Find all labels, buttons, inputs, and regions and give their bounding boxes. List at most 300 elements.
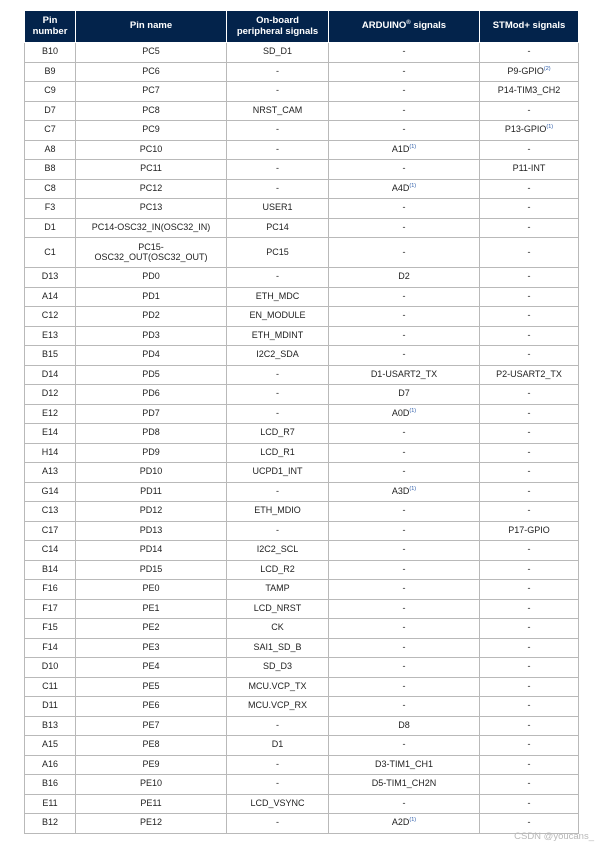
arduino-signal-cell (329, 677, 480, 697)
stmod-signal-cell-text: - (527, 446, 531, 457)
stmod-signal-cell-text: - (527, 46, 531, 57)
onboard-signal-cell-text: NRST_CAM (252, 104, 303, 115)
pin-number-cell (25, 385, 76, 405)
stmod-signal-cell-text: - (527, 427, 531, 438)
pin-name-cell-text: PD5 (142, 368, 160, 379)
pin-number-cell-text: F3 (44, 202, 56, 213)
pin-name-cell-text: PC15- OSC32_OUT(OSC32_OUT) (94, 241, 208, 262)
pin-name-cell (76, 365, 227, 385)
stmod-signal-cell (480, 326, 579, 346)
onboard-signal-cell (227, 502, 329, 522)
onboard-signal-cell (227, 541, 329, 561)
pin-name-cell (76, 199, 227, 219)
table-row (25, 101, 579, 121)
arduino-signal-cell-text: - (402, 246, 406, 257)
arduino-signal-cell-text: D5-TIM1_CH2N (371, 778, 437, 789)
table-row (25, 346, 579, 366)
onboard-signal-cell-text: - (276, 485, 279, 496)
pin-number-cell-text: B14 (41, 563, 58, 574)
arduino-signal-cell-text: - (402, 65, 406, 76)
pin-number-cell-text: A13 (41, 466, 58, 477)
onboard-signal-cell-text: ETH_MDIO (254, 505, 301, 516)
pin-number-cell (25, 677, 76, 697)
pin-number-cell (25, 794, 76, 814)
pin-name-cell-text: PE6 (142, 700, 160, 711)
pin-number-cell (25, 268, 76, 288)
arduino-signal-cell-text: - (402, 700, 406, 711)
arduino-signal-cell-text: A4D (391, 182, 410, 193)
pin-number-cell (25, 346, 76, 366)
stmod-signal-cell (480, 541, 579, 561)
pin-name-cell-text: PC12 (139, 182, 163, 193)
onboard-signal-cell-text: ETH_MDC (255, 290, 300, 301)
pin-number-cell-text: A8 (44, 143, 56, 154)
onboard-signal-cell (227, 775, 329, 795)
pin-name-cell-text: PE7 (142, 719, 160, 730)
table-row (25, 199, 579, 219)
stmod-signal-cell-text: - (527, 485, 531, 496)
arduino-signal-cell-text: - (402, 797, 406, 808)
pin-number-cell (25, 755, 76, 775)
stmod-signal-cell-text: - (527, 182, 531, 193)
pin-number-cell (25, 179, 76, 199)
arduino-signal-cell (329, 424, 480, 444)
pin-name-cell-text: PD1 (142, 290, 160, 301)
stmod-signal-cell-text: - (527, 407, 531, 418)
onboard-signal-cell (227, 199, 329, 219)
pin-number-cell (25, 580, 76, 600)
arduino-signal-cell (329, 179, 480, 199)
arduino-signal-cell-text: - (402, 563, 406, 574)
header-arduino-label: ARDUINO (361, 20, 407, 32)
onboard-signal-cell (227, 43, 329, 63)
stmod-signal-cell (480, 160, 579, 180)
stmod-signal-cell (480, 716, 579, 736)
pin-name-cell-text: PE2 (142, 622, 160, 633)
onboard-signal-cell (227, 62, 329, 82)
arduino-signal-cell (329, 775, 480, 795)
stmod-signal-cell (480, 560, 579, 580)
pin-name-cell (76, 268, 227, 288)
stmod-signal-cell-text: - (527, 349, 531, 360)
stmod-signal-cell (480, 268, 579, 288)
arduino-signal-cell-text: - (402, 739, 406, 750)
header-onboard-signals: On-board peripheral signals (227, 11, 329, 43)
table-row (25, 541, 579, 561)
table-row (25, 238, 579, 268)
pin-number-cell-text: E13 (41, 329, 58, 340)
stmod-signal-cell-text: - (527, 817, 531, 828)
stmod-signal-cell-text: - (527, 602, 531, 613)
pin-name-cell-text: PE12 (139, 817, 163, 828)
stmod-signal-cell-text: P17-GPIO (508, 524, 550, 535)
arduino-signal-cell (329, 404, 480, 424)
pin-name-cell (76, 755, 227, 775)
onboard-signal-cell-text: - (276, 163, 279, 174)
stmod-signal-cell (480, 775, 579, 795)
footnote-reference: (1) (409, 407, 417, 414)
onboard-signal-cell (227, 365, 329, 385)
pin-number-cell-text: D10 (41, 661, 59, 672)
arduino-signal-cell (329, 697, 480, 717)
arduino-signal-cell-text: - (402, 104, 406, 115)
pin-number-cell (25, 716, 76, 736)
table-row (25, 287, 579, 307)
stmod-signal-cell-text: - (527, 246, 531, 257)
pin-name-cell-text: PD0 (142, 271, 160, 282)
stmod-signal-cell (480, 424, 579, 444)
table-row (25, 218, 579, 238)
pin-name-cell (76, 463, 227, 483)
onboard-signal-cell-text: - (276, 817, 279, 828)
arduino-signal-cell (329, 482, 480, 502)
table-row (25, 82, 579, 102)
pin-number-cell-text: B16 (41, 778, 58, 789)
arduino-signal-cell (329, 521, 480, 541)
stmod-signal-cell (480, 365, 579, 385)
pin-number-cell-text: B9 (44, 65, 56, 76)
onboard-signal-cell-text: MCU.VCP_TX (248, 680, 307, 691)
onboard-signal-cell-text: USER1 (262, 202, 293, 213)
onboard-signal-cell-text: SD_D3 (262, 661, 292, 672)
pin-number-cell-text: F17 (42, 602, 58, 613)
pin-number-cell-text: C12 (41, 310, 59, 321)
stmod-signal-cell-text: - (527, 661, 531, 672)
onboard-signal-cell-text: - (276, 85, 279, 96)
arduino-signal-cell (329, 463, 480, 483)
pin-number-cell-text: E12 (41, 407, 58, 418)
arduino-signal-cell-text: D2 (398, 271, 410, 282)
pin-number-cell-text: H14 (41, 446, 59, 457)
onboard-signal-cell-text: - (276, 778, 279, 789)
arduino-signal-cell-text: - (402, 661, 406, 672)
table-row (25, 619, 579, 639)
table-row (25, 121, 579, 141)
onboard-signal-cell-text: PC14 (266, 221, 289, 232)
header-pin-number: Pin number (25, 11, 76, 43)
onboard-signal-cell-text: CK (271, 622, 284, 633)
arduino-signal-cell (329, 814, 480, 834)
onboard-signal-cell-text: - (276, 182, 279, 193)
arduino-signal-cell (329, 658, 480, 678)
pin-name-cell-text: PD6 (142, 388, 160, 399)
arduino-signal-cell (329, 599, 480, 619)
stmod-signal-cell-text: - (527, 778, 531, 789)
pin-number-cell-text: G14 (41, 485, 59, 496)
onboard-signal-cell (227, 346, 329, 366)
arduino-signal-cell-text: - (402, 641, 406, 652)
onboard-signal-cell-text: LCD_R1 (260, 446, 295, 457)
stmod-signal-cell-text: - (527, 466, 531, 477)
pin-name-cell-text: PE5 (142, 680, 160, 691)
onboard-signal-cell-text: - (276, 407, 279, 418)
pin-number-cell-text: D12 (41, 388, 59, 399)
pin-name-cell-text: PD15 (139, 563, 163, 574)
stmod-signal-cell-text: P11-INT (512, 163, 546, 174)
pin-number-cell (25, 521, 76, 541)
stmod-signal-cell-text: - (527, 544, 531, 555)
onboard-signal-cell (227, 140, 329, 160)
stmod-signal-cell (480, 179, 579, 199)
arduino-signal-cell (329, 736, 480, 756)
pin-name-cell (76, 346, 227, 366)
onboard-signal-cell (227, 463, 329, 483)
header-pin-name: Pin name (76, 11, 227, 43)
pin-name-cell-text: PC10 (139, 143, 163, 154)
pin-number-cell (25, 502, 76, 522)
pin-number-cell-text: C1 (44, 246, 56, 257)
pin-number-cell-text: F14 (42, 641, 58, 652)
pin-number-cell-text: F15 (42, 622, 58, 633)
arduino-signal-cell-text: A1D (391, 143, 410, 154)
stmod-signal-cell-text: - (527, 758, 531, 769)
arduino-signal-cell-text: - (402, 85, 406, 96)
table-row (25, 697, 579, 717)
pin-number-cell (25, 736, 76, 756)
table-row (25, 140, 579, 160)
pin-number-cell-text: A15 (41, 739, 58, 750)
pin-name-cell-text: PE1 (142, 602, 160, 613)
table-row (25, 775, 579, 795)
stmod-signal-cell (480, 580, 579, 600)
onboard-signal-cell (227, 560, 329, 580)
arduino-signal-cell-text: - (402, 46, 406, 57)
pin-number-cell (25, 697, 76, 717)
arduino-signal-cell (329, 443, 480, 463)
pin-name-cell-text: PE4 (142, 661, 160, 672)
table-row (25, 677, 579, 697)
pin-name-cell (76, 697, 227, 717)
table-row (25, 268, 579, 288)
table-row (25, 443, 579, 463)
arduino-signal-cell (329, 365, 480, 385)
onboard-signal-cell-text: - (276, 524, 279, 535)
pin-name-cell (76, 482, 227, 502)
table-row (25, 463, 579, 483)
table-row (25, 326, 579, 346)
watermark: CSDN @youcans_ (514, 831, 594, 842)
pin-name-cell-text: PD11 (140, 485, 162, 496)
pin-name-cell (76, 521, 227, 541)
pin-number-cell (25, 287, 76, 307)
pin-name-cell-text: PE0 (142, 583, 160, 594)
arduino-signal-cell-text: - (402, 505, 406, 516)
arduino-signal-cell-text: - (402, 202, 406, 213)
pin-name-cell (76, 502, 227, 522)
onboard-signal-cell (227, 121, 329, 141)
pin-name-cell (76, 101, 227, 121)
pin-name-cell (76, 736, 227, 756)
stmod-signal-cell-text: - (527, 290, 531, 301)
pin-number-cell (25, 62, 76, 82)
pin-name-cell (76, 385, 227, 405)
arduino-signal-cell-text: D1-USART2_TX (370, 368, 438, 379)
pin-name-cell (76, 238, 227, 268)
onboard-signal-cell (227, 443, 329, 463)
arduino-signal-cell-text: A0D (391, 407, 410, 418)
onboard-signal-cell-text: I2C2_SDA (256, 349, 299, 360)
stmod-signal-cell-text: - (527, 329, 531, 340)
onboard-signal-cell (227, 424, 329, 444)
table-header (25, 11, 579, 43)
arduino-signal-cell (329, 287, 480, 307)
pin-name-cell-text: PC5 (142, 46, 160, 57)
table-row (25, 794, 579, 814)
pin-name-cell (76, 638, 227, 658)
stmod-signal-cell (480, 385, 579, 405)
arduino-signal-cell-text: - (402, 329, 406, 340)
stmod-signal-cell-text: - (527, 797, 531, 808)
pin-name-cell-text: PC9 (142, 124, 160, 135)
pin-number-cell-text: D1 (44, 221, 56, 232)
table-row (25, 365, 579, 385)
pin-number-cell (25, 463, 76, 483)
arduino-signal-cell-text: - (402, 544, 406, 555)
stmod-signal-cell (480, 677, 579, 697)
arduino-signal-cell (329, 502, 480, 522)
pin-number-cell (25, 307, 76, 327)
arduino-signal-cell-text: - (402, 446, 406, 457)
onboard-signal-cell-text: LCD_R7 (260, 427, 295, 438)
onboard-signal-cell-text: - (276, 124, 279, 135)
stmod-signal-cell (480, 794, 579, 814)
pin-number-cell-text: F16 (42, 583, 58, 594)
pin-name-cell (76, 658, 227, 678)
pin-name-cell-text: PC11 (140, 163, 162, 174)
pin-number-cell-text: B13 (41, 719, 58, 730)
pin-name-cell-text: PD10 (139, 466, 163, 477)
onboard-signal-cell (227, 160, 329, 180)
arduino-signal-cell-text: A2D (391, 817, 410, 828)
stmod-signal-cell (480, 482, 579, 502)
table-row (25, 62, 579, 82)
pin-name-cell (76, 140, 227, 160)
onboard-signal-cell (227, 101, 329, 121)
pin-name-cell-text: PD2 (142, 310, 160, 321)
pin-name-cell-text: PE9 (142, 758, 160, 769)
onboard-signal-cell (227, 619, 329, 639)
arduino-signal-cell (329, 160, 480, 180)
arduino-signal-cell (329, 326, 480, 346)
stmod-signal-cell-text: P14-TIM3_CH2 (497, 85, 561, 96)
footnote-reference: (2) (543, 65, 551, 72)
pin-name-cell-text: PC8 (142, 104, 160, 115)
stmod-signal-cell-text: - (527, 271, 531, 282)
arduino-signal-cell (329, 346, 480, 366)
arduino-signal-cell (329, 82, 480, 102)
pin-name-cell (76, 160, 227, 180)
arduino-signal-cell (329, 638, 480, 658)
pin-number-cell (25, 775, 76, 795)
onboard-signal-cell (227, 218, 329, 238)
pin-name-cell-text: PC6 (142, 65, 160, 76)
pin-name-cell (76, 443, 227, 463)
pin-number-cell-text: D14 (41, 368, 59, 379)
pin-number-cell-text: C11 (42, 680, 58, 691)
table-row (25, 736, 579, 756)
arduino-signal-cell-text: - (402, 622, 406, 633)
onboard-signal-cell (227, 404, 329, 424)
pin-name-cell-text: PE3 (142, 641, 160, 652)
pin-number-cell (25, 140, 76, 160)
pin-number-cell-text: D11 (42, 700, 58, 711)
pin-number-cell (25, 160, 76, 180)
stmod-signal-cell (480, 238, 579, 268)
arduino-signal-cell (329, 268, 480, 288)
onboard-signal-cell-text: TAMP (265, 583, 290, 594)
table-row (25, 716, 579, 736)
pin-number-cell-text: A16 (41, 758, 58, 769)
stmod-signal-cell (480, 619, 579, 639)
footnote-reference: (1) (409, 143, 417, 150)
onboard-signal-cell (227, 638, 329, 658)
stmod-signal-cell-text: - (527, 719, 531, 730)
stmod-signal-cell-text: - (527, 505, 531, 516)
stmod-signal-cell (480, 82, 579, 102)
arduino-signal-cell-text: - (402, 221, 406, 232)
onboard-signal-cell (227, 697, 329, 717)
arduino-signal-cell (329, 140, 480, 160)
arduino-signal-cell (329, 121, 480, 141)
onboard-signal-cell (227, 794, 329, 814)
table-row (25, 160, 579, 180)
stmod-signal-cell-text: - (527, 641, 531, 652)
stmod-signal-cell (480, 638, 579, 658)
pin-number-cell (25, 541, 76, 561)
onboard-signal-cell (227, 238, 329, 268)
pin-number-cell (25, 482, 76, 502)
table-body (25, 43, 579, 834)
pin-name-cell (76, 541, 227, 561)
pin-number-cell (25, 365, 76, 385)
table-row (25, 599, 579, 619)
onboard-signal-cell (227, 658, 329, 678)
onboard-signal-cell-text: LCD_R2 (260, 563, 295, 574)
onboard-signal-cell (227, 736, 329, 756)
onboard-signal-cell-text: UCPD1_INT (252, 466, 303, 477)
onboard-signal-cell (227, 677, 329, 697)
stmod-signal-cell (480, 121, 579, 141)
pin-name-cell (76, 560, 227, 580)
pin-number-cell (25, 43, 76, 63)
arduino-signal-cell-text: - (402, 524, 406, 535)
arduino-signal-cell-text: - (402, 124, 406, 135)
arduino-signal-cell-text: - (402, 602, 406, 613)
stmod-signal-cell (480, 463, 579, 483)
registered-mark: ® (406, 19, 411, 26)
stmod-signal-cell-text: P2-USART2_TX (496, 368, 562, 379)
arduino-signal-cell-text: - (402, 680, 406, 691)
onboard-signal-cell (227, 521, 329, 541)
table-row (25, 560, 579, 580)
pin-name-cell-text: PE10 (139, 778, 163, 789)
arduino-signal-cell (329, 43, 480, 63)
arduino-signal-cell (329, 541, 480, 561)
onboard-signal-cell (227, 482, 329, 502)
stmod-signal-cell-text: - (527, 202, 531, 213)
onboard-signal-cell (227, 814, 329, 834)
pin-name-cell (76, 218, 227, 238)
pin-number-cell (25, 443, 76, 463)
table-row (25, 385, 579, 405)
pin-number-cell (25, 599, 76, 619)
arduino-signal-cell-text: D8 (398, 719, 410, 730)
stmod-signal-cell-text: P13-GPIO (504, 124, 547, 135)
pin-name-cell (76, 794, 227, 814)
header-arduino-signals (329, 11, 480, 43)
onboard-signal-cell-text: - (276, 143, 279, 154)
arduino-signal-cell-text: - (402, 310, 406, 321)
